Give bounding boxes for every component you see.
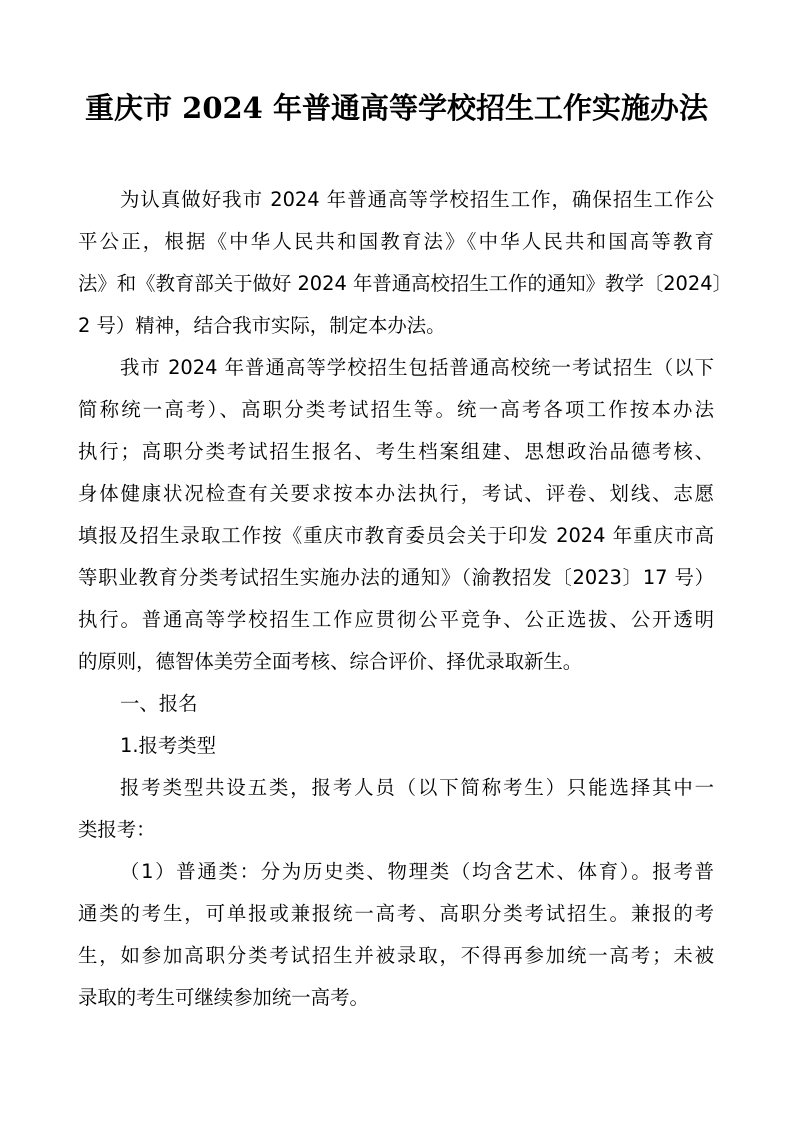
paragraph-2-line-3: 执行；高职分类考试招生报名、考生档案组建、思想政治品德考核、 — [78, 440, 714, 463]
paragraph-2-line-4: 身体健康状况检查有关要求按本办法执行，考试、评卷、划线、志愿 — [78, 482, 714, 505]
section-heading-registration: 一、报名 — [120, 692, 198, 715]
paragraph-2-line-8: 的原则，德智体美劳全面考核、综合评价、择优录取新生。 — [78, 650, 583, 673]
paragraph-2-line-1: 我市 2024 年普通高等学校招生包括普通高校统一考试招生（以下 — [120, 356, 714, 379]
paragraph-6-line-4: 录取的考生可继续参加统一高考。 — [78, 986, 369, 1009]
paragraph-2-line-6: 等职业教育分类考试招生实施办法的通知》（渝教招发〔2023〕17 号） — [78, 566, 714, 589]
paragraph-5-line-1: 报考类型共设五类，报考人员（以下简称考生）只能选择其中一 — [120, 776, 714, 799]
subsection-heading-exam-types: 1.报考类型 — [120, 734, 217, 757]
paragraph-1-line-4: 2 号）精神，结合我市实际，制定本办法。 — [78, 314, 446, 337]
paragraph-6-line-2: 通类的考生，可单报或兼报统一高考、高职分类考试招生。兼报的考 — [78, 902, 714, 925]
paragraph-1-line-1: 为认真做好我市 2024 年普通高等学校招生工作，确保招生工作公 — [120, 188, 714, 211]
paragraph-5-line-2: 类报考： — [78, 818, 156, 841]
paragraph-2-line-5: 填报及招生录取工作按《重庆市教育委员会关于印发 2024 年重庆市高 — [78, 524, 714, 547]
paragraph-1-line-2: 平公正，根据《中华人民共和国教育法》《中华人民共和国高等教育 — [78, 230, 714, 253]
paragraph-2-line-2: 简称统一高考）、高职分类考试招生等。统一高考各项工作按本办法 — [78, 398, 714, 421]
paragraph-6-line-3: 生，如参加高职分类考试招生并被录取，不得再参加统一高考；未被 — [78, 944, 714, 967]
paragraph-2-line-7: 执行。普通高等学校招生工作应贯彻公平竞争、公正选拔、公开透明 — [78, 608, 714, 631]
document-title: 重庆市 2024 年普通高等学校招生工作实施办法 — [85, 91, 708, 125]
paragraph-1-line-3: 法》和《教育部关于做好 2024 年普通高校招生工作的通知》教学〔2024〕 — [78, 272, 732, 295]
paragraph-6-line-1: （1）普通类：分为历史类、物理类（均含艺术、体育）。报考普 — [120, 860, 714, 883]
